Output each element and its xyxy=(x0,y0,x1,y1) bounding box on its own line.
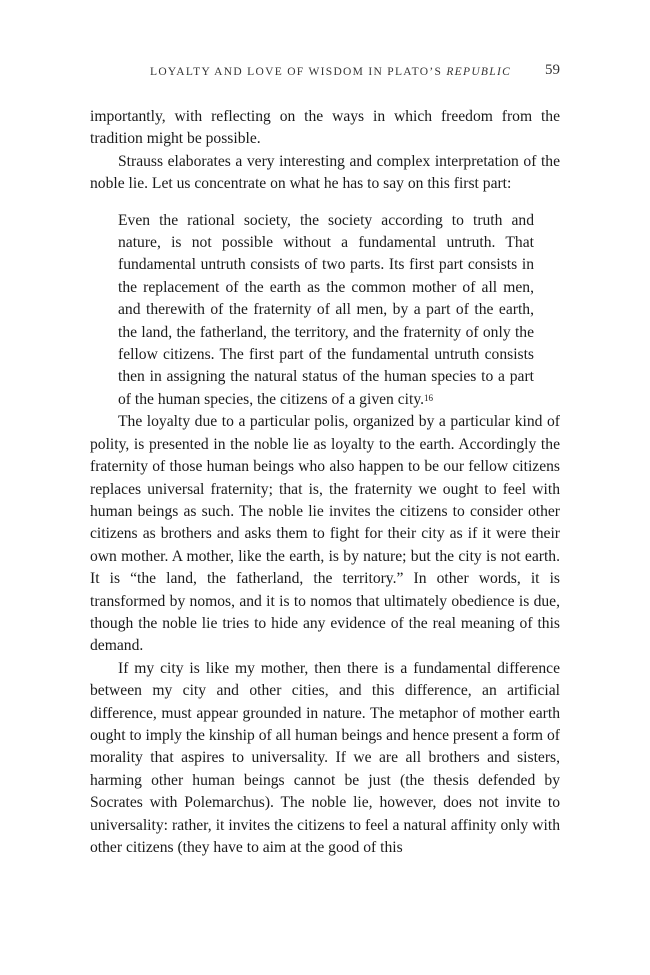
footnote-marker[interactable]: 16 xyxy=(424,392,433,403)
running-title xyxy=(150,66,511,78)
running-head xyxy=(90,60,560,88)
page-number: 59 xyxy=(545,62,560,78)
paragraph-4: If my city is like my mother, then there is a fundamental difference between my city and other cities, and this difference, an artificial difference, must appear grounded in nature. The metaphor of mother earth ought to imply the kinship of all human beings and hence present a form of morality that aspires to universality. If we are all brothers and sisters, harming other human beings cannot be just (the thesis defended by Socrates with Polemarchus). The noble lie, however, does not invite to universality: rather, it invites the citizens to feel a natural affinity only with other citizens (they have to aim at the good of this xyxy=(90,659,560,856)
paragraph-3: The loyalty due to a particular polis, organized by a particular kind of polity, is presented in the noble lie as loyalty to the earth. Accordingly the fraternity of those human beings who also happen to be our fellow citizens replaces universal fraternity; that is, the fraternity we ought to feel with human beings as such. The noble lie invites the citizens to consider other citizens as brothers and asks them to fight for their city as if it were their own mother. A mother, like the earth, is by nature; but the city is not earth. It is “the land, the fatherland, the territory.” In other words, it is transformed by nomos, and it is to nomos that ultimately obedience is due, though the noble lie tries to hide any evidence of the real meaning of this demand. xyxy=(90,413,560,655)
quote-text: Even the rational society, the society according to truth and nature, is not possible without a fundamental untruth. That fundamental untruth consists of two parts. Its first part consists in the replacement of the earth as the common mother of all men, and therewith of the fraternity of all men, by a part of the earth, the land, the fatherland, the territory, and the fraternity of only the fellow citizens. The first part of the fundamental untruth consists then in assigning the natural status of the human species to a part of the human species, the citizens of a given city. xyxy=(118,211,534,408)
running-title-italic: REPUBLIC xyxy=(446,66,512,78)
body-text xyxy=(90,106,560,859)
paragraph-1: importantly, with reflecting on the ways in which freedom from the tradition might be possible. xyxy=(90,108,560,148)
paragraph-2: Strauss elaborates a very interesting and complex interpretation of the noble lie. Let us concentrate on what he has to say on this first part: xyxy=(90,152,560,193)
book-page xyxy=(90,60,560,859)
running-title-text: LOYALTY AND LOVE OF WISDOM IN PLATO’S xyxy=(150,66,447,78)
block-quote xyxy=(118,210,534,412)
